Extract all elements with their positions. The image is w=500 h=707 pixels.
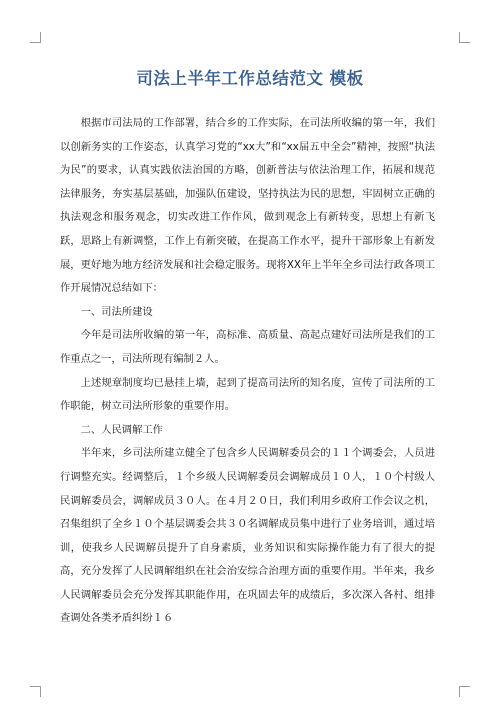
paragraph-rules-posted: 上述规章制度均已悬挂上墙，起到了提高司法所的知名度，宣传了司法所的工作职能，树立司法所形象的重要作用。: [60, 376, 435, 413]
section-heading-office-building: 一、司法所建设: [80, 305, 153, 318]
crop-mark-bottom-right: [459, 686, 470, 697]
paragraph-mediation: 半年来，乡司法所建立健全了包含乡人民调解委员会的１１个调委会，人员进行调整充实。经调整后，１个乡级人民调解委员会调解成员１０人，１０个村级人民调解委员会，调解成员３０人。在４月２０日，我们利用乡政府工作会议之机，召集组织了全乡１０个基层调委会共３０名调解成员集中进行了业务培训，通过培训，使我乡人民调解员提升了自身素质，业务知识和实际操作能力有了很大的提高，充分发挥了人民调解组织在社会治安综合治理方面的重要作用。半年来，我乡人民调解委员会充分发挥其职能作用，在巩固去年的成绩后，多次深入各村、组排查调处各类矛盾纠纷１６: [60, 447, 435, 625]
document-body: [60, 112, 435, 631]
crop-mark-top-right: [459, 32, 470, 43]
crop-mark-bottom-left: [30, 686, 41, 697]
crop-mark-top-left: [30, 32, 41, 43]
section-heading-mediation: 二、人民调解工作: [80, 423, 163, 436]
intro-paragraph: 根据市司法局的工作部署，结合乡的工作实际，在司法所收编的第一年，我们以创新务实的工作姿态，认真学习党的“xx大”和“xx届五中全会”精神，按照“执法为民”的要求，认真实践依法治国的方略，创新普法与依法治理工作，拓展和规范法律服务，夯实基层基础，加强队伍建设，坚持执法为民的思想，牢固树立正确的执法观念和服务观念，切实改进工作作风，做到观念上有新转变，思想上有新飞跃，思路上有新调整，工作上有新突破，在提高工作水平，提升干部形象上有新发展，更好地为地方经济发展和社会稳定服务。现将XX年上半年全乡司法行政各项工作开展情况总结如下：: [60, 117, 435, 295]
paragraph-office-building: 今年是司法所收编的第一年，高标准、高质量、高起点建好司法所是我们的工作重点之一，司法所现有编制２人。: [60, 329, 435, 365]
document-title: 司法上半年工作总结范文 模板: [136, 69, 364, 88]
